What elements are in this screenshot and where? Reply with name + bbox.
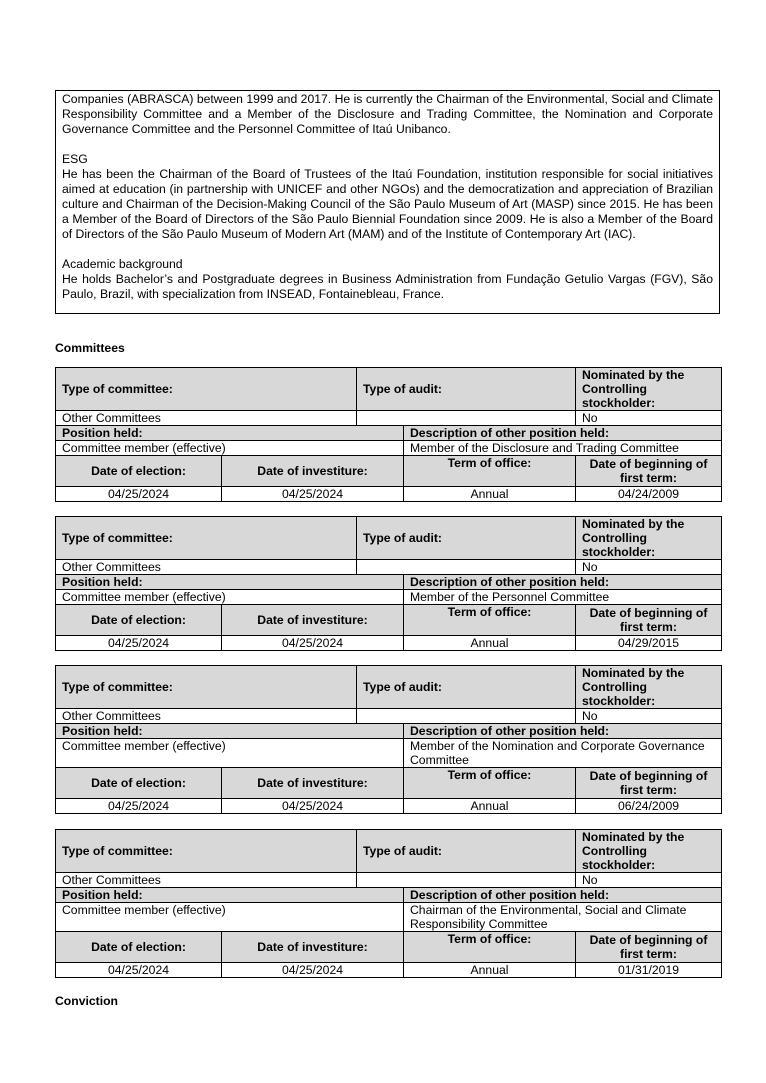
position-held-label: Position held:: [56, 426, 404, 441]
audit-type-value: [357, 873, 576, 888]
position-held-label: Position held:: [56, 888, 404, 903]
description-label: Description of other position held:: [404, 888, 722, 903]
date-election-label: Date of election:: [56, 768, 222, 799]
committee-table-3: [55, 665, 722, 814]
type-of-audit-label: Type of audit:: [357, 517, 576, 560]
description-label: Description of other position held:: [404, 724, 722, 739]
term-office-label: Term of office:: [404, 932, 576, 963]
position-held-value: Committee member (effective): [56, 441, 404, 456]
date-investiture-label: Date of investiture:: [222, 932, 404, 963]
investiture-date-value: 04/25/2024: [222, 636, 404, 651]
first-term-value: 04/24/2009: [576, 487, 722, 502]
date-investiture-label: Date of investiture:: [222, 768, 404, 799]
nominated-value: No: [576, 873, 722, 888]
date-investiture-label: Date of investiture:: [222, 456, 404, 487]
committee-table-2: [55, 516, 722, 651]
description-value: Member of the Personnel Committee: [404, 590, 722, 605]
description-value: Chairman of the Environmental, Social and Climate Responsibility Committee: [404, 903, 722, 932]
term-office-label: Term of office:: [404, 456, 576, 487]
nominated-label: Nominated by the Controlling stockholder:: [576, 517, 722, 560]
term-value: Annual: [404, 963, 576, 978]
academic-paragraph: He holds Bachelor’s and Postgraduate degrees in Business Administration from Fundação Getulio Vargas (FGV), São Paulo, Brazil, with specialization from INSEAD, Fontainebleau, France.: [62, 272, 713, 301]
committee-type-value: Other Committees: [56, 873, 357, 888]
first-term-value: 06/24/2009: [576, 799, 722, 814]
investiture-date-value: 04/25/2024: [222, 799, 404, 814]
nominated-value: No: [576, 560, 722, 575]
first-term-value: 01/31/2019: [576, 963, 722, 978]
type-of-committee-label: Type of committee:: [56, 830, 357, 873]
election-date-value: 04/25/2024: [56, 799, 222, 814]
term-value: Annual: [404, 636, 576, 651]
committee-table-1: [55, 367, 722, 502]
investiture-date-value: 04/25/2024: [222, 487, 404, 502]
date-election-label: Date of election:: [56, 605, 222, 636]
conviction-heading: Conviction: [55, 994, 118, 1008]
committee-type-value: Other Committees: [56, 709, 357, 724]
nominated-label: Nominated by the Controlling stockholder:: [576, 830, 722, 873]
type-of-committee-label: Type of committee:: [56, 368, 357, 411]
description-value: Member of the Nomination and Corporate Governance Committee: [404, 739, 722, 768]
nominated-value: No: [576, 411, 722, 426]
date-investiture-label: Date of investiture:: [222, 605, 404, 636]
committees-heading: Committees: [55, 341, 125, 355]
election-date-value: 04/25/2024: [56, 636, 222, 651]
first-term-label: Date of beginning of first term:: [576, 456, 722, 487]
first-term-label: Date of beginning of first term:: [576, 605, 722, 636]
audit-type-value: [357, 560, 576, 575]
position-held-value: Committee member (effective): [56, 903, 404, 932]
bio-paragraph: Companies (ABRASCA) between 1999 and 2017. He is currently the Chairman of the Environmental, Social and Climate Responsibility Committee and a Member of the Disclosure and Trading Committee, the Nomination and Corporate Governance Committee and the Personnel Committee of Itaú Unibanco.: [62, 92, 713, 136]
biography-box: [55, 90, 720, 314]
first-term-label: Date of beginning of first term:: [576, 932, 722, 963]
date-election-label: Date of election:: [56, 932, 222, 963]
nominated-label: Nominated by the Controlling stockholder:: [576, 666, 722, 709]
type-of-committee-label: Type of committee:: [56, 517, 357, 560]
audit-type-value: [357, 411, 576, 426]
type-of-committee-label: Type of committee:: [56, 666, 357, 709]
date-election-label: Date of election:: [56, 456, 222, 487]
term-office-label: Term of office:: [404, 605, 576, 636]
election-date-value: 04/25/2024: [56, 487, 222, 502]
position-held-value: Committee member (effective): [56, 739, 404, 768]
position-held-label: Position held:: [56, 575, 404, 590]
position-held-label: Position held:: [56, 724, 404, 739]
type-of-audit-label: Type of audit:: [357, 368, 576, 411]
description-value: Member of the Disclosure and Trading Committee: [404, 441, 722, 456]
committee-table-4: [55, 829, 722, 978]
first-term-label: Date of beginning of first term:: [576, 768, 722, 799]
investiture-date-value: 04/25/2024: [222, 963, 404, 978]
committee-type-value: Other Committees: [56, 560, 357, 575]
term-value: Annual: [404, 799, 576, 814]
academic-heading: Academic background: [62, 257, 183, 271]
description-label: Description of other position held:: [404, 426, 722, 441]
first-term-value: 04/29/2015: [576, 636, 722, 651]
position-held-value: Committee member (effective): [56, 590, 404, 605]
description-label: Description of other position held:: [404, 575, 722, 590]
term-value: Annual: [404, 487, 576, 502]
esg-heading: ESG: [62, 152, 88, 166]
nominated-value: No: [576, 709, 722, 724]
type-of-audit-label: Type of audit:: [357, 666, 576, 709]
term-office-label: Term of office:: [404, 768, 576, 799]
audit-type-value: [357, 709, 576, 724]
type-of-audit-label: Type of audit:: [357, 830, 576, 873]
committee-type-value: Other Committees: [56, 411, 357, 426]
election-date-value: 04/25/2024: [56, 963, 222, 978]
nominated-label: Nominated by the Controlling stockholder:: [576, 368, 722, 411]
esg-paragraph: He has been the Chairman of the Board of Trustees of the Itaú Foundation, institution responsible for social initiatives aimed at education (in partnership with UNICEF and other NGOs) and the democratization and appreciation of Brazilian culture and Chairman of the Decision-Making Council of the São Paulo Museum of Art (MASP) since 2015. He has been a Member of the Board of Directors of the São Paulo Biennial Foundation since 2009. He is also a Member of the Board of Directors of the São Paulo Museum of Modern Art (MAM) and of the Institute of Contemporary Art (IAC).: [62, 167, 713, 241]
